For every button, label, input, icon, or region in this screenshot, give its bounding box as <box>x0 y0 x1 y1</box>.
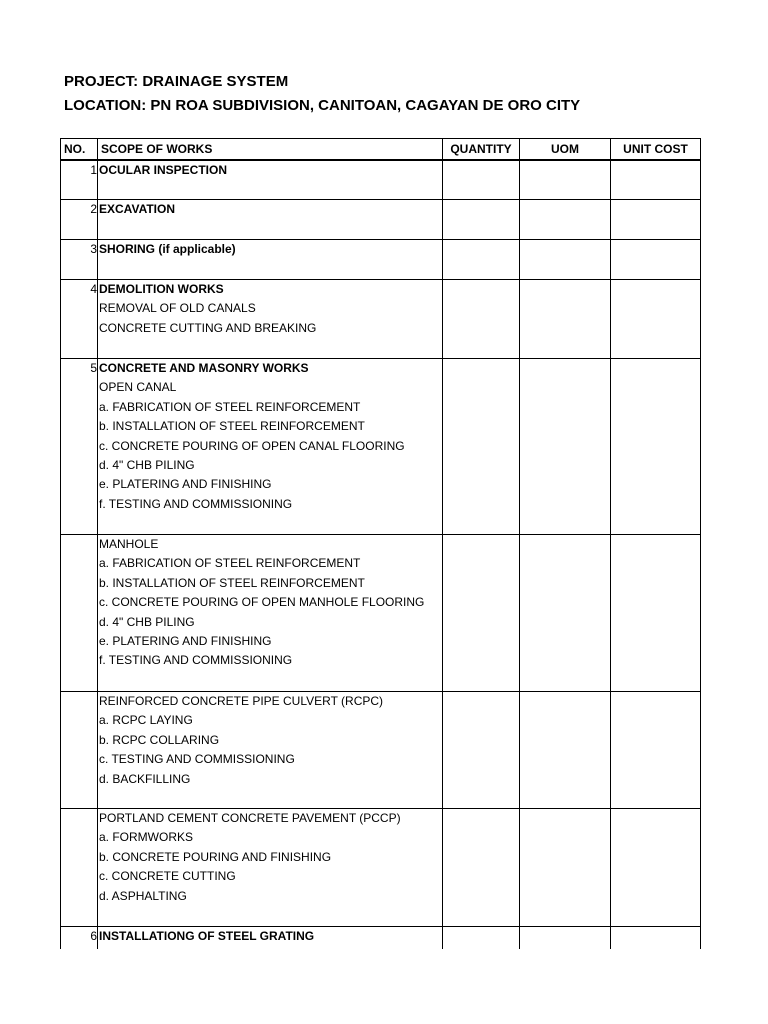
scope-item-line: c. CONCRETE CUTTING <box>99 869 236 884</box>
scope-cell <box>98 160 443 200</box>
quantity-cell <box>443 160 520 200</box>
uom-cell <box>520 200 611 240</box>
unit-cost-cell <box>611 927 701 950</box>
uom-cell <box>520 240 611 280</box>
col-header-no: NO. <box>61 139 98 161</box>
scope-cell <box>98 535 443 692</box>
uom-cell <box>520 280 611 359</box>
row-number: 2 <box>61 200 98 240</box>
scope-item-line: d. 4" CHB PILING <box>99 614 195 629</box>
unit-cost-cell <box>611 280 701 359</box>
quantity-cell <box>443 280 520 359</box>
scope-item-title: OCULAR INSPECTION <box>99 163 228 177</box>
table-header-row <box>61 139 701 161</box>
row-number <box>61 535 98 692</box>
scope-item-title: INSTALLATIONG OF STEEL GRATING <box>99 929 315 943</box>
scope-cell <box>98 692 443 809</box>
col-header-scope: SCOPE OF WORKS <box>98 139 443 161</box>
scope-item-line: d. 4" CHB PILING <box>99 457 195 472</box>
scope-item-line: a. RCPC LAYING <box>99 713 193 728</box>
location-title: LOCATION: PN ROA SUBDIVISION, CANITOAN, CAGAYAN DE ORO CITY <box>64 97 581 114</box>
table-row <box>61 809 701 927</box>
table-row <box>61 280 701 359</box>
scope-cell <box>98 359 443 535</box>
quantity-cell <box>443 535 520 692</box>
table-row <box>61 359 701 535</box>
scope-item-line: a. FORMWORKS <box>99 830 194 845</box>
scope-item-title: EXCAVATION <box>99 202 176 216</box>
scope-item-line: f. TESTING AND COMMISSIONING <box>99 496 293 511</box>
scope-item-line: e. PLATERING AND FINISHING <box>99 477 272 492</box>
uom-cell <box>520 927 611 950</box>
unit-cost-cell <box>611 200 701 240</box>
project-title: PROJECT: DRAINAGE SYSTEM <box>64 73 289 90</box>
scope-item-line: b. CONCRETE POURING AND FINISHING <box>99 849 332 864</box>
quantity-cell <box>443 809 520 927</box>
scope-cell <box>98 200 443 240</box>
quantity-cell <box>443 692 520 809</box>
scope-item-line: c. TESTING AND COMMISSIONING <box>99 752 295 767</box>
unit-cost-cell <box>611 359 701 535</box>
quantity-cell <box>443 240 520 280</box>
quantity-cell <box>443 927 520 950</box>
uom-cell <box>520 359 611 535</box>
scope-item-line: REMOVAL OF OLD CANALS <box>99 301 256 316</box>
row-number: 1 <box>61 160 98 200</box>
uom-cell <box>520 160 611 200</box>
unit-cost-cell <box>611 809 701 927</box>
unit-cost-cell <box>611 692 701 809</box>
uom-cell <box>520 809 611 927</box>
scope-item-line: OPEN CANAL <box>99 380 177 395</box>
scope-item-line: c. CONCRETE POURING OF OPEN CANAL FLOORING <box>99 438 405 453</box>
uom-cell <box>520 535 611 692</box>
scope-item-title: MANHOLE <box>99 537 159 551</box>
col-header-unit-cost: UNIT COST <box>611 139 701 161</box>
scope-item-title: SHORING (if applicable) <box>99 242 236 256</box>
document-header <box>64 70 580 118</box>
table-row <box>61 692 701 809</box>
row-number: 4 <box>61 280 98 359</box>
scope-cell <box>98 809 443 927</box>
scope-item-line: b. INSTALLATION OF STEEL REINFORCEMENT <box>99 419 365 434</box>
table-row <box>61 927 701 950</box>
scope-cell <box>98 927 443 950</box>
scope-item-title: PORTLAND CEMENT CONCRETE PAVEMENT (PCCP) <box>99 811 401 825</box>
scope-item-line: d. BACKFILLING <box>99 771 191 786</box>
scope-item-line: a. FABRICATION OF STEEL REINFORCEMENT <box>99 399 361 414</box>
scope-item-line: c. CONCRETE POURING OF OPEN MANHOLE FLOORING <box>99 595 425 610</box>
row-number <box>61 809 98 927</box>
table-row <box>61 535 701 692</box>
quantity-cell <box>443 200 520 240</box>
scope-item-title: DEMOLITION WORKS <box>99 282 224 296</box>
scope-item-line: a. FABRICATION OF STEEL REINFORCEMENT <box>99 556 361 571</box>
scope-of-works-table <box>60 138 701 949</box>
scope-item-line: d. ASPHALTING <box>99 888 187 903</box>
unit-cost-cell <box>611 160 701 200</box>
scope-item-title: REINFORCED CONCRETE PIPE CULVERT (RCPC) <box>99 694 384 708</box>
quantity-cell <box>443 359 520 535</box>
scope-item-line: CONCRETE CUTTING AND BREAKING <box>99 320 317 335</box>
row-number: 5 <box>61 359 98 535</box>
row-number: 6 <box>61 927 98 950</box>
row-number <box>61 692 98 809</box>
table-row <box>61 160 701 200</box>
table-row <box>61 200 701 240</box>
table-row <box>61 240 701 280</box>
scope-cell <box>98 280 443 359</box>
row-number: 3 <box>61 240 98 280</box>
col-header-uom: UOM <box>520 139 611 161</box>
scope-item-line: f. TESTING AND COMMISSIONING <box>99 653 293 668</box>
col-header-quantity: QUANTITY <box>443 139 520 161</box>
scope-item-title: CONCRETE AND MASONRY WORKS <box>99 361 309 375</box>
scope-item-line: b. RCPC COLLARING <box>99 732 220 747</box>
scope-cell <box>98 240 443 280</box>
uom-cell <box>520 692 611 809</box>
scope-item-line: e. PLATERING AND FINISHING <box>99 633 272 648</box>
scope-item-line: b. INSTALLATION OF STEEL REINFORCEMENT <box>99 575 365 590</box>
unit-cost-cell <box>611 240 701 280</box>
unit-cost-cell <box>611 535 701 692</box>
